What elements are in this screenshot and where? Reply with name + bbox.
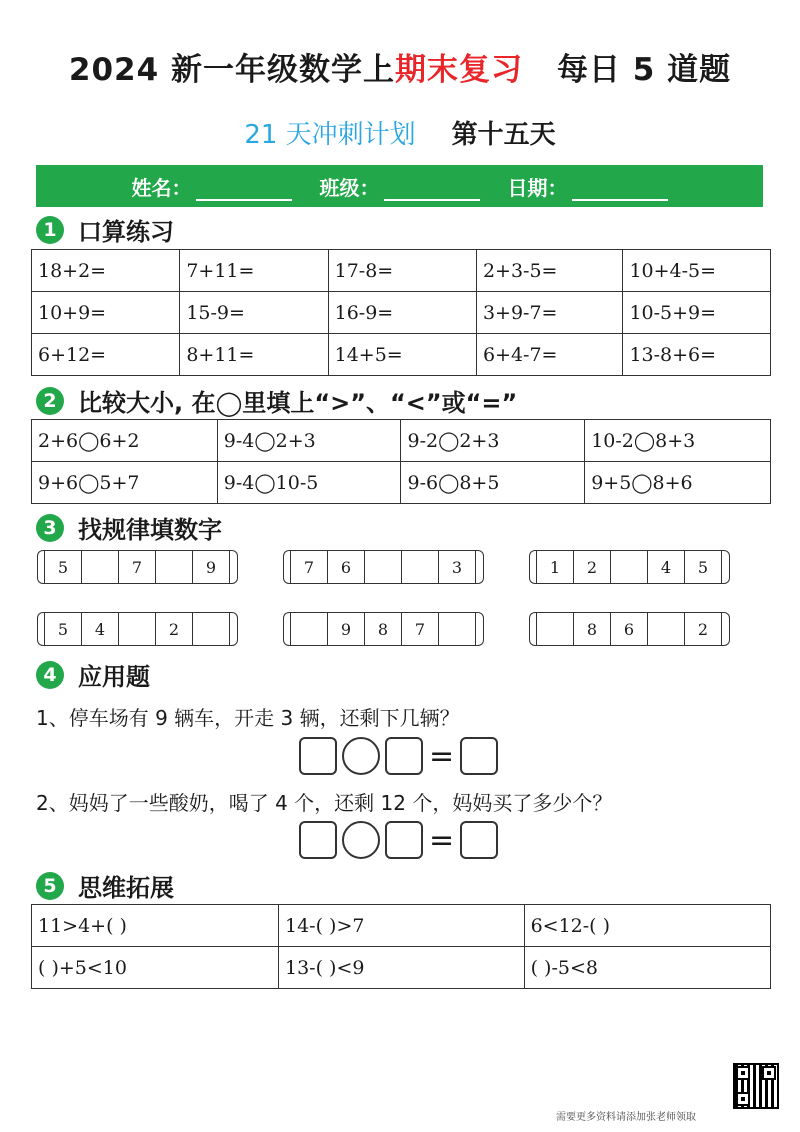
sequence-cell[interactable] [364,550,402,584]
thinking-table [31,904,771,989]
section-4-heading [36,657,150,692]
sequence-cell[interactable]: 7 [290,550,328,584]
problem-cell[interactable]: 2+6◯6+2 [32,420,218,462]
problem-cell[interactable]: 7+11= [180,250,328,292]
section-title: 找规律填数字 [78,516,222,544]
sequence-cell[interactable] [290,612,328,646]
problem-cell[interactable]: 13-8+6= [623,334,771,376]
sequence-cell[interactable]: 8 [364,612,402,646]
compare-row [32,420,771,462]
sequence-cell[interactable] [438,612,476,646]
sequence-cell[interactable]: 1 [536,550,574,584]
equals-sign: = [429,822,455,858]
sequence-cell[interactable]: 7 [401,612,439,646]
sequence-cell[interactable] [155,550,193,584]
sequence-right-cap [230,550,238,584]
problem-cell[interactable]: 17-8= [328,250,476,292]
answer-box[interactable] [299,821,337,859]
sequence-cell[interactable]: 8 [573,612,611,646]
title-prefix: 2024 新一年级数学上 [68,52,395,88]
problem-cell[interactable]: 10+9= [32,292,180,334]
footer-note: 需要更多资料请添加张老师领取 [556,1112,696,1123]
problem-cell[interactable]: 10-5+9= [623,292,771,334]
problem-cell[interactable]: 2+3-5= [476,250,623,292]
class-field: 班级： [320,172,480,201]
word-problem-2: 2、妈妈了一些酸奶，喝了 4 个，还剩 12 个，妈妈买了多少个？ [36,791,613,815]
problem-cell[interactable]: ( )-5<8 [524,947,770,989]
problem-cell[interactable]: 14+5= [328,334,476,376]
problem-cell[interactable]: 8+11= [180,334,328,376]
word-problem-1: 1、停车场有 9 辆车，开走 3 辆，还剩下几辆？ [36,706,460,730]
answer-equation-2 [299,821,498,859]
answer-equation-1 [299,737,498,775]
number-sequence [529,550,730,584]
problem-cell[interactable]: 9+6◯5+7 [32,462,218,504]
answer-box[interactable] [385,737,423,775]
problem-cell[interactable]: 9-4◯10-5 [217,462,401,504]
problem-cell[interactable]: 6+4-7= [476,334,623,376]
sequence-cell[interactable] [118,612,156,646]
number-sequence [283,612,484,646]
problem-cell[interactable]: 9-6◯8+5 [401,462,585,504]
sequence-right-cap [722,612,730,646]
problem-cell[interactable]: 6<12-( ) [524,905,770,947]
number-sequence [283,550,484,584]
problem-cell[interactable]: 18+2= [32,250,180,292]
answer-box[interactable] [460,821,498,859]
page-title [0,44,800,89]
date-field: 日期： [508,172,668,201]
sequence-cell[interactable]: 4 [81,612,119,646]
sequence-cell[interactable]: 3 [438,550,476,584]
section-3-heading [36,510,222,545]
equals-sign: = [429,738,455,774]
qr-code-icon [733,1063,779,1109]
name-blank[interactable] [196,181,292,201]
sequence-cell[interactable] [81,550,119,584]
sequence-cell[interactable] [401,550,439,584]
section-number-badge: 4 [36,661,64,689]
compare-table [31,419,771,504]
day-label: 第十五天 [451,120,556,150]
sequence-cell[interactable]: 2 [684,612,722,646]
problem-cell[interactable]: 6+12= [32,334,180,376]
thinking-row [32,905,771,947]
problem-cell[interactable]: 3+9-7= [476,292,623,334]
sequence-cell[interactable]: 5 [684,550,722,584]
answer-box[interactable] [299,737,337,775]
number-sequence [37,612,238,646]
section-number-badge: 5 [36,872,64,900]
problem-cell[interactable]: ( )+5<10 [32,947,279,989]
sequence-right-cap [476,550,484,584]
problem-cell[interactable]: 15-9= [180,292,328,334]
problem-cell[interactable]: 9-2◯2+3 [401,420,585,462]
section-title: 应用题 [78,663,150,691]
page-subtitle [0,114,800,151]
operator-circle[interactable] [342,737,380,775]
number-sequence [529,612,730,646]
problem-cell[interactable]: 11>4+( ) [32,905,279,947]
name-field: 姓名： [132,172,292,201]
section-number-badge: 3 [36,514,64,542]
title-highlight: 期末复习 [394,52,523,88]
oral-calc-row [32,334,771,376]
answer-box[interactable] [385,821,423,859]
section-title: 思维拓展 [78,874,174,902]
answer-box[interactable] [460,737,498,775]
section-5-heading [36,868,174,903]
date-blank[interactable] [572,181,668,201]
plan-label: 21 天冲刺计划 [244,120,416,150]
info-bar [36,165,763,207]
operator-circle[interactable] [342,821,380,859]
problem-cell[interactable]: 13-( )<9 [279,947,525,989]
sequence-cell[interactable] [647,612,685,646]
problem-cell[interactable]: 14-( )>7 [279,905,525,947]
oral-calc-table [31,249,771,376]
problem-cell[interactable]: 9+5◯8+6 [585,462,771,504]
sequence-cell[interactable] [192,612,230,646]
title-suffix: 每日 5 道题 [556,52,732,88]
sequence-cell[interactable]: 7 [118,550,156,584]
problem-cell[interactable]: 16-9= [328,292,476,334]
oral-calc-row [32,250,771,292]
section-title: 口算练习 [78,218,174,246]
problem-cell[interactable]: 9-4◯2+3 [217,420,401,462]
section-number-badge: 2 [36,387,64,415]
sequence-cell[interactable]: 5 [44,612,82,646]
sequence-cell[interactable]: 5 [44,550,82,584]
section-number-badge: 1 [36,216,64,244]
sequence-cell[interactable]: 4 [647,550,685,584]
sequence-cell[interactable]: 2 [155,612,193,646]
sequence-right-cap [230,612,238,646]
thinking-row [32,947,771,989]
sequence-cell[interactable]: 2 [573,550,611,584]
sequence-cell[interactable]: 9 [192,550,230,584]
sequence-cell[interactable] [536,612,574,646]
section-1-heading [36,212,174,247]
oral-calc-row [32,292,771,334]
number-sequence [37,550,238,584]
problem-cell[interactable]: 10-2◯8+3 [585,420,771,462]
sequence-right-cap [722,550,730,584]
class-blank[interactable] [384,181,480,201]
sequence-cell[interactable]: 6 [327,550,365,584]
section-2-heading [36,383,517,418]
section-title: 比较大小, 在◯里填上“>”、“<”或“=” [78,389,518,417]
sequence-right-cap [476,612,484,646]
compare-row [32,462,771,504]
sequence-cell[interactable]: 6 [610,612,648,646]
sequence-cell[interactable] [610,550,648,584]
sequence-cell[interactable]: 9 [327,612,365,646]
problem-cell[interactable]: 10+4-5= [623,250,771,292]
